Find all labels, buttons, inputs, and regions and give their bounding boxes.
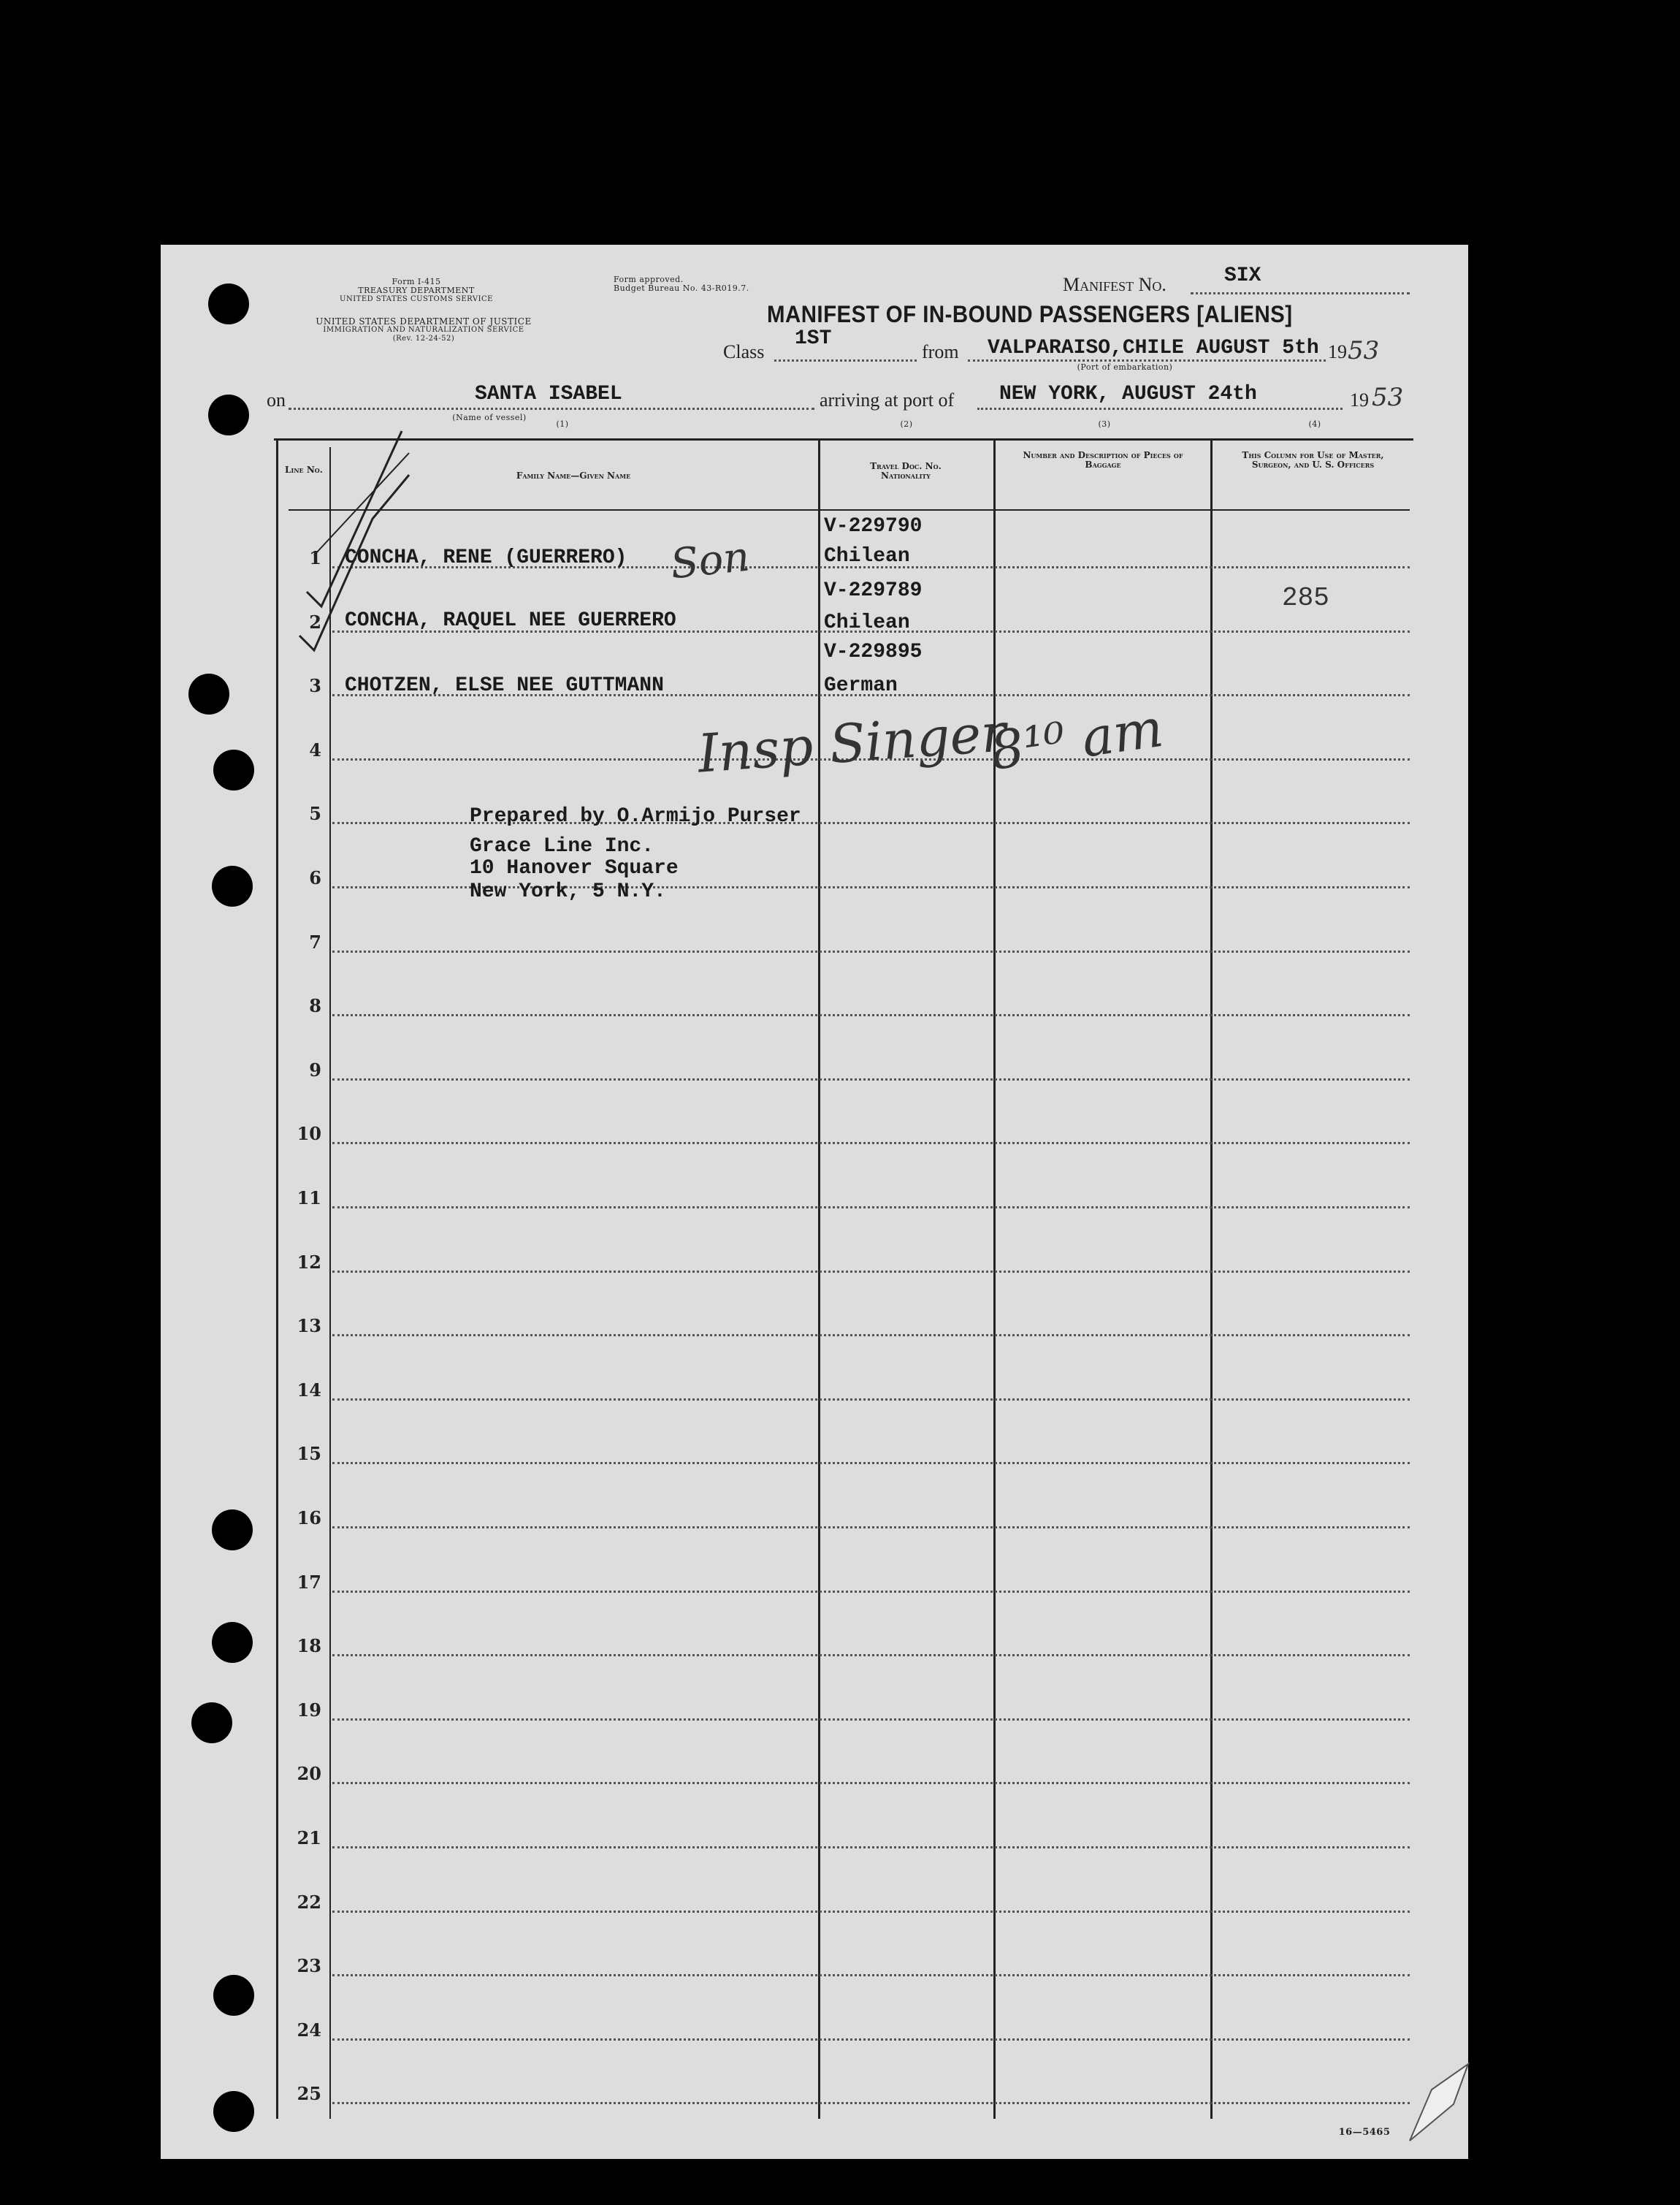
form-number: Form I-415 xyxy=(392,277,441,286)
row-rule xyxy=(332,1654,1410,1656)
manifest-no-label: Manifest No. xyxy=(1063,274,1167,295)
row-rule xyxy=(332,1142,1410,1144)
vessel-caption: (Name of vessel) xyxy=(452,413,527,422)
line-number: 9 xyxy=(309,1059,321,1081)
row-rule xyxy=(332,1078,1410,1081)
divider-travel xyxy=(993,438,996,2119)
row-rule xyxy=(332,1462,1410,1464)
arrival-year: 53 xyxy=(1372,383,1404,412)
footer-code: 16—5465 xyxy=(1338,2127,1391,2138)
row-rule xyxy=(332,2102,1410,2104)
table-left-rule xyxy=(276,438,278,2119)
class-label: Class xyxy=(723,341,765,362)
justice-label: UNITED STATES DEPARTMENT OF JUSTICE xyxy=(316,316,532,327)
passenger-3-name: CHOTZEN, ELSE NEE GUTTMANN xyxy=(345,674,664,697)
binder-hole xyxy=(208,395,249,435)
handwritten-son: Son xyxy=(668,533,752,589)
line-number: 7 xyxy=(309,932,321,953)
passenger-1-name: CONCHA, RENE (GUERRERO) xyxy=(345,547,627,569)
row-rule xyxy=(332,1398,1410,1401)
row-rule xyxy=(332,1334,1410,1336)
line-number: 10 xyxy=(297,1123,321,1144)
passenger-1-nationality: Chilean xyxy=(824,545,910,568)
passenger-2-nationality: Chilean xyxy=(824,612,910,634)
from-year: 53 xyxy=(1348,336,1380,365)
on-label: on xyxy=(267,389,286,411)
dotted-line xyxy=(774,359,917,362)
revision-label: (Rev. 12-24-52) xyxy=(392,335,455,343)
header-line-no: Line No. xyxy=(285,465,323,475)
row-rule xyxy=(332,1718,1410,1721)
binder-hole xyxy=(212,866,253,907)
line-number: 5 xyxy=(309,803,321,824)
officer-note: 285 xyxy=(1282,583,1329,613)
prepared-line-3: 10 Hanover Square xyxy=(470,857,679,880)
prepared-line-1: Prepared by O.Armijo Purser xyxy=(470,805,801,828)
line-number: 12 xyxy=(297,1252,321,1273)
form-approved: Form approved. xyxy=(614,275,684,284)
row-rule xyxy=(332,1911,1410,1913)
passenger-2-name: CONCHA, RAQUEL NEE GUERRERO xyxy=(345,609,676,632)
binder-hole xyxy=(213,750,254,791)
checkmark-icon xyxy=(292,424,482,658)
binder-hole xyxy=(208,283,249,324)
line-number: 4 xyxy=(309,739,321,761)
line-number: 25 xyxy=(297,2083,321,2104)
from-year-prefix: 19 xyxy=(1328,341,1347,362)
row-rule xyxy=(332,2038,1410,2041)
dotted-line xyxy=(977,408,1343,410)
line-number: 6 xyxy=(309,867,321,888)
handwritten-inspector: Insp Singer xyxy=(695,701,1008,785)
header-officers: This Column for Use of Master, Surgeon, and U. S. Officers xyxy=(1242,450,1384,470)
line-number: 18 xyxy=(297,1635,321,1656)
binder-hole xyxy=(213,1975,254,2016)
col-number-2: (2) xyxy=(900,419,913,429)
line-number: 13 xyxy=(297,1315,321,1336)
line-number: 3 xyxy=(309,675,321,696)
line-number: 22 xyxy=(297,1892,321,1913)
budget-bureau: Budget Bureau No. 43-R019.7. xyxy=(614,283,749,293)
binder-hole xyxy=(188,674,229,715)
line-number: 19 xyxy=(297,1699,321,1721)
manifest-title: MANIFEST OF IN-BOUND PASSENGERS [ALIENS] xyxy=(767,301,1293,327)
dotted-line xyxy=(289,408,814,410)
arriving-label: arriving at port of xyxy=(820,389,955,411)
header-baggage: Number and Description of Pieces of Baggage xyxy=(1023,450,1183,470)
customs-label: UNITED STATES CUSTOMS SERVICE xyxy=(340,295,493,303)
row-rule xyxy=(332,1526,1410,1528)
dotted-line xyxy=(968,359,1326,362)
line-number: 15 xyxy=(297,1443,321,1464)
class-value: 1ST xyxy=(795,327,832,350)
row-rule xyxy=(332,951,1410,953)
line-number: 17 xyxy=(297,1572,321,1593)
row-rule xyxy=(332,1014,1410,1016)
manifest-no-value: SIX xyxy=(1224,264,1261,287)
header-travel: Travel Doc. No. Nationality xyxy=(870,461,942,481)
binder-hole xyxy=(212,1509,253,1550)
passenger-1-doc: V-229790 xyxy=(824,515,923,538)
line-number: 8 xyxy=(309,995,321,1016)
line-number: 14 xyxy=(297,1379,321,1401)
handwritten-time: 8¹⁰ am xyxy=(986,696,1167,782)
col-number-4: (4) xyxy=(1308,419,1321,429)
port-of-embarkation: VALPARAISO,CHILE AUGUST 5th xyxy=(988,337,1319,359)
divider-name xyxy=(818,438,820,2119)
arr-year-prefix: 19 xyxy=(1350,389,1369,411)
binder-hole xyxy=(191,1702,232,1743)
port-embarkation-caption: (Port of embarkation) xyxy=(1077,362,1173,372)
divider-baggage xyxy=(1210,438,1213,2119)
line-number: 1 xyxy=(309,547,321,568)
ins-label: IMMIGRATION AND NATURALIZATION SERVICE xyxy=(323,326,524,334)
line-number: 2 xyxy=(309,612,321,633)
passenger-3-nationality: German xyxy=(824,674,898,697)
row-rule xyxy=(332,1591,1410,1593)
binder-hole xyxy=(212,1622,253,1663)
line-number: 24 xyxy=(297,2019,321,2041)
treasury-label: TREASURY DEPARTMENT xyxy=(358,286,475,295)
row-rule xyxy=(332,1782,1410,1784)
line-number: 20 xyxy=(297,1763,321,1784)
col-number-1: (1) xyxy=(556,419,569,429)
passenger-3-doc: V-229895 xyxy=(824,641,923,663)
divider-line-no xyxy=(329,447,331,2119)
row-rule xyxy=(332,1271,1410,1273)
row-rule xyxy=(332,1846,1410,1848)
page-curl xyxy=(1402,2060,1475,2148)
col-number-3: (3) xyxy=(1098,419,1111,429)
row-rule xyxy=(332,1206,1410,1208)
line-number: 16 xyxy=(297,1507,321,1528)
dotted-line xyxy=(1191,292,1410,294)
binder-hole xyxy=(213,2091,254,2132)
line-number: 23 xyxy=(297,1955,321,1976)
arrival-port: NEW YORK, AUGUST 24th xyxy=(999,383,1257,405)
from-label: from xyxy=(922,341,959,362)
row-rule xyxy=(332,1974,1410,1976)
passenger-2-doc: V-229789 xyxy=(824,579,923,602)
line-number: 11 xyxy=(297,1187,321,1208)
prepared-line-2: Grace Line Inc. xyxy=(470,835,654,858)
prepared-line-4: New York, 5 N.Y. xyxy=(470,880,666,903)
vessel-name: SANTA ISABEL xyxy=(475,383,622,405)
line-number: 21 xyxy=(297,1827,321,1848)
header-name: Family Name—Given Name xyxy=(516,471,631,481)
